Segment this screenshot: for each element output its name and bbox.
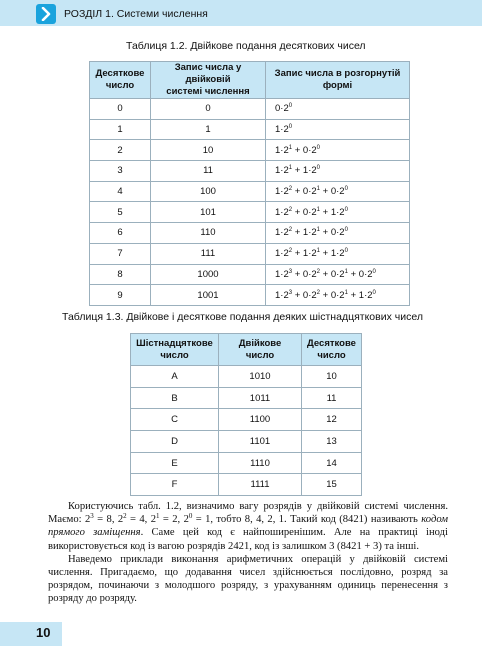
binary-cell: 1101 — [219, 431, 302, 453]
expanded-form-cell: $1\cdot 2^1 + 1\cdot 2^0$ — [266, 161, 410, 182]
table-row — [131, 409, 362, 431]
table2-header-binary: Двійкове число — [219, 334, 302, 366]
table-row — [90, 99, 410, 120]
table-row — [90, 181, 410, 202]
expanded-form-cell: $1\cdot 2^2 + 0\cdot 2^1 + 0\cdot 2^0$ — [266, 181, 410, 202]
decimal-cell: 0 — [90, 99, 151, 120]
expanded-form-cell: $1\cdot 2^2 + 0\cdot 2^1 + 1\cdot 2^0$ — [266, 202, 410, 223]
decimal-cell: 8 — [90, 264, 151, 285]
table-row — [131, 474, 362, 496]
decimal-cell: 2 — [90, 140, 151, 161]
page-number: 10 — [36, 625, 51, 640]
binary-cell: 1000 — [151, 264, 266, 285]
binary-cell: 1111 — [219, 474, 302, 496]
decimal-cell: 12 — [302, 409, 362, 431]
decimal-cell: 3 — [90, 161, 151, 182]
binary-cell: 1011 — [219, 387, 302, 409]
expanded-form-cell: $1\cdot 2^1 + 0\cdot 2^0$ — [266, 140, 410, 161]
binary-cell: 1 — [151, 119, 266, 140]
hex-table — [130, 333, 362, 496]
decimal-cell: 9 — [90, 285, 151, 306]
binary-cell: 110 — [151, 223, 266, 244]
expanded-form-cell: $1\cdot 2^3 + 0\cdot 2^2 + 0\cdot 2^1 + 0\cdot 2^0$ — [266, 264, 410, 285]
table-row — [90, 243, 410, 264]
decimal-cell: 13 — [302, 431, 362, 453]
expanded-form-cell: $1\cdot 2^2 + 1\cdot 2^1 + 1\cdot 2^0$ — [266, 243, 410, 264]
expanded-form-cell: $1\cdot 2^0$ — [266, 119, 410, 140]
table-row — [90, 264, 410, 285]
binary-cell: 100 — [151, 181, 266, 202]
decimal-cell: 5 — [90, 202, 151, 223]
paragraph-1: Користуючись табл. 1.2, визначимо вагу розрядів у двійковій системі числення. Маємо: $2^3 = 8$, $2^2 = 4$, $2^1 = 2$, $2^0 = 1$, тобто 8, 4, 2, 1. Такий код (8421) називають кодом прямого заміщення. Саме цей код є найпоширенішим. Але на практиці іноді використовується код із вагою розрядів 2421, код із залишком 3 (8421 + 3) та інші. — [48, 501, 448, 552]
binary-decimal-table — [89, 61, 410, 306]
table2-header-decimal: Десяткове число — [302, 334, 362, 366]
decimal-cell: 6 — [90, 223, 151, 244]
expanded-form-cell: $1\cdot 2^3 + 0\cdot 2^2 + 0\cdot 2^1 + 1\cdot 2^0$ — [266, 285, 410, 306]
chapter-header — [0, 0, 482, 26]
binary-cell: 1010 — [219, 366, 302, 388]
table-row — [90, 140, 410, 161]
paragraph-2: Наведемо приклади виконання арифметичних операцій у двійковій системі числення. Пригадаємо, що додавання чисел здійснюється послідовно, розряд за розрядом, починаючи з молодшого розряду, з урахуванням одиниць перенесення з розряду до розряду. — [48, 553, 448, 605]
table-row — [90, 119, 410, 140]
expanded-form-cell: $0\cdot 2^0$ — [266, 99, 410, 120]
binary-cell: 11 — [151, 161, 266, 182]
table1-caption: Таблиця 1.2. Двійкове подання десяткових чисел — [126, 40, 366, 52]
decimal-cell: 15 — [302, 474, 362, 496]
binary-cell: 0 — [151, 99, 266, 120]
table1-header-binary: Запис числа у двійковій системі числення — [151, 62, 266, 99]
decimal-cell: 7 — [90, 243, 151, 264]
table-row — [131, 452, 362, 474]
decimal-cell: 4 — [90, 181, 151, 202]
chapter-title: РОЗДІЛ 1. Системи числення — [64, 8, 208, 20]
table-row — [90, 285, 410, 306]
hex-cell: F — [131, 474, 219, 496]
table-row — [131, 387, 362, 409]
body-text — [48, 500, 448, 606]
binary-cell: 1100 — [219, 409, 302, 431]
decimal-cell: 1 — [90, 119, 151, 140]
binary-cell: 10 — [151, 140, 266, 161]
hex-cell: A — [131, 366, 219, 388]
binary-cell: 111 — [151, 243, 266, 264]
binary-cell: 1001 — [151, 285, 266, 306]
hex-cell: D — [131, 431, 219, 453]
hex-cell: C — [131, 409, 219, 431]
hex-cell: E — [131, 452, 219, 474]
table-row — [90, 161, 410, 182]
table1-header-expanded: Запис числа в розгорнутій формі — [266, 62, 410, 99]
hex-cell: B — [131, 387, 219, 409]
table-row — [131, 366, 362, 388]
chevron-right-icon — [36, 4, 56, 24]
table1-header-decimal: Десяткове число — [90, 62, 151, 99]
table2-header-hex: Шістнадцяткове число — [131, 334, 219, 366]
binary-cell: 1110 — [219, 452, 302, 474]
emphasis-term: кодом прямого заміщення — [48, 514, 448, 539]
page-number-tab — [0, 622, 62, 646]
table-row — [131, 431, 362, 453]
table2-caption: Таблиця 1.3. Двійкове і десяткове подання деяких шістнадцяткових чисел — [62, 311, 423, 323]
table-row — [90, 202, 410, 223]
binary-cell: 101 — [151, 202, 266, 223]
expanded-form-cell: $1\cdot 2^2 + 1\cdot 2^1 + 0\cdot 2^0$ — [266, 223, 410, 244]
table-row — [90, 223, 410, 244]
decimal-cell: 14 — [302, 452, 362, 474]
decimal-cell: 11 — [302, 387, 362, 409]
decimal-cell: 10 — [302, 366, 362, 388]
